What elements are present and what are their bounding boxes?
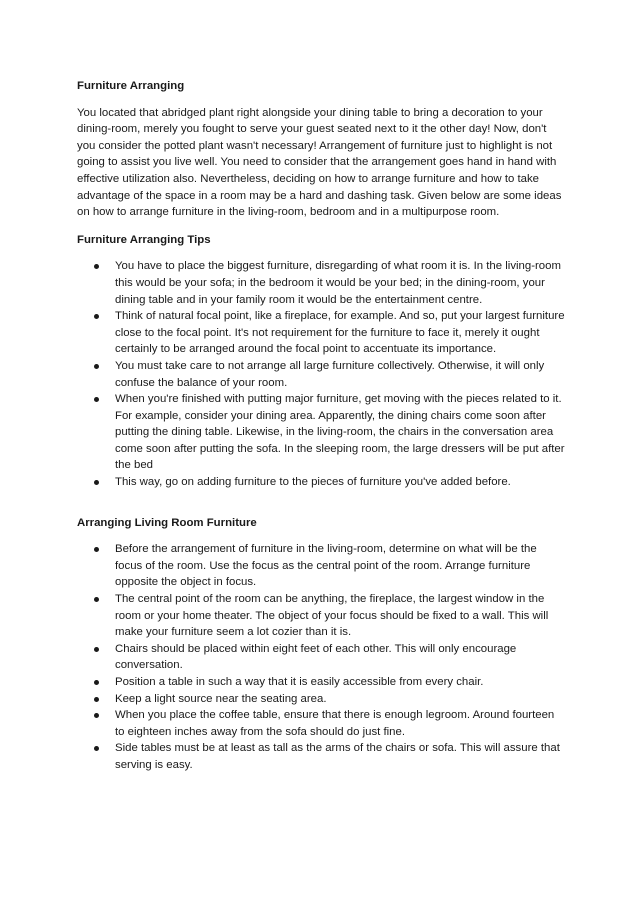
bullet-icon [94,697,99,702]
list-item-text: Position a table in such a way that it is easily accessible from every chair. [115,676,484,688]
list-item [77,258,565,308]
list-item [77,541,565,591]
list-item [77,358,565,391]
list-item-text: When you place the coffee table, ensure that there is enough legroom. Around fourteen to eighteen inches away from the sofa should do just fine. [115,709,555,738]
list-item-text: Side tables must be at least as tall as the arms of the chairs or sofa. This will assure that serving is easy. [115,742,560,771]
living-room-list [77,541,565,773]
page-title: Furniture Arranging [77,80,185,92]
bullet-icon [94,713,99,718]
list-item [77,674,565,691]
list-item-text: Keep a light source near the seating area. [115,692,327,705]
list-item [77,591,565,641]
bullet-icon [94,746,99,751]
list-item-text: When you're finished with putting major furniture, get moving with the pieces related to it. For example, consider your dining area. Apparently, the dining chairs come soon after putting the dining table. Likewise, in the living-room, the chairs in the conversation area come soon after putting the sofa. In the sleeping room, the large dressers will be put after the bed [115,393,565,472]
document-body [77,78,565,774]
bullet-icon [94,647,99,652]
intro-paragraph: You located that abridged plant right alongside your dining table to bring a decoration to your dining-room, merely you fought to serve your guest seated next to it the other day! Now, don't you consider the potted plant wasn't necessary! Arrangement of furniture just to highlight is not going to assist you live well. You need to consider that the arrangement goes hand in hand with effective utilization also. Nevertheless, deciding on how to arrange furniture and how to take advantage of the space in a room may be a hard and dashing task. Given below are some ideas on how to arrange furniture in the living-room, bedroom and in a multipurpose room. [77,106,562,219]
list-item-text: You must take care to not arrange all large furniture collectively. Otherwise, it will only confuse the balance of your room. [115,359,545,389]
list-item-text: You have to place the biggest furniture, disregarding of what room it is. In the living-room this would be your sofa; in the bedroom it would be your bed; in the dining-room, your dining table and in your family room it would be the entertainment centre. [115,260,561,306]
bullet-icon [94,264,99,269]
list-item [77,641,565,674]
bullet-icon [94,680,99,685]
bullet-icon [94,597,99,602]
list-item [77,740,565,773]
list-item [77,707,565,740]
list-item [77,691,565,708]
list-item-text: Think of natural focal point, like a fireplace, for example. And so, put your largest furniture close to the focal point. It's not requirement for the furniture to face it, merely it ought certainly to be arranged around the focal point to accentuate its importance. [115,310,565,356]
tips-heading: Furniture Arranging Tips [77,233,211,246]
list-item-text: This way, go on adding furniture to the pieces of furniture you've added before. [115,476,511,489]
list-item [77,391,565,474]
bullet-icon [94,480,99,485]
list-item [77,474,565,491]
living-room-heading: Arranging Living Room Furniture [77,516,257,529]
list-item-text: The central point of the room can be anything, the fireplace, the largest window in the room or your home theater. The object of your focus should be fixed to a wall. This will make your furniture seem a lot cozier than it is. [115,593,549,639]
bullet-icon [94,397,99,402]
bullet-icon [94,364,99,369]
list-item [77,308,565,358]
bullet-icon [94,547,99,552]
list-item-text: Chairs should be placed within eight feet of each other. This will only encourage conversation. [115,642,517,672]
tips-list [77,258,565,490]
bullet-icon [94,314,99,319]
list-item-text: Before the arrangement of furniture in the living-room, determine on what will be the focus of the room. Use the focus as the central point of the room. Arrange furniture opposite the object in focus. [115,543,537,589]
